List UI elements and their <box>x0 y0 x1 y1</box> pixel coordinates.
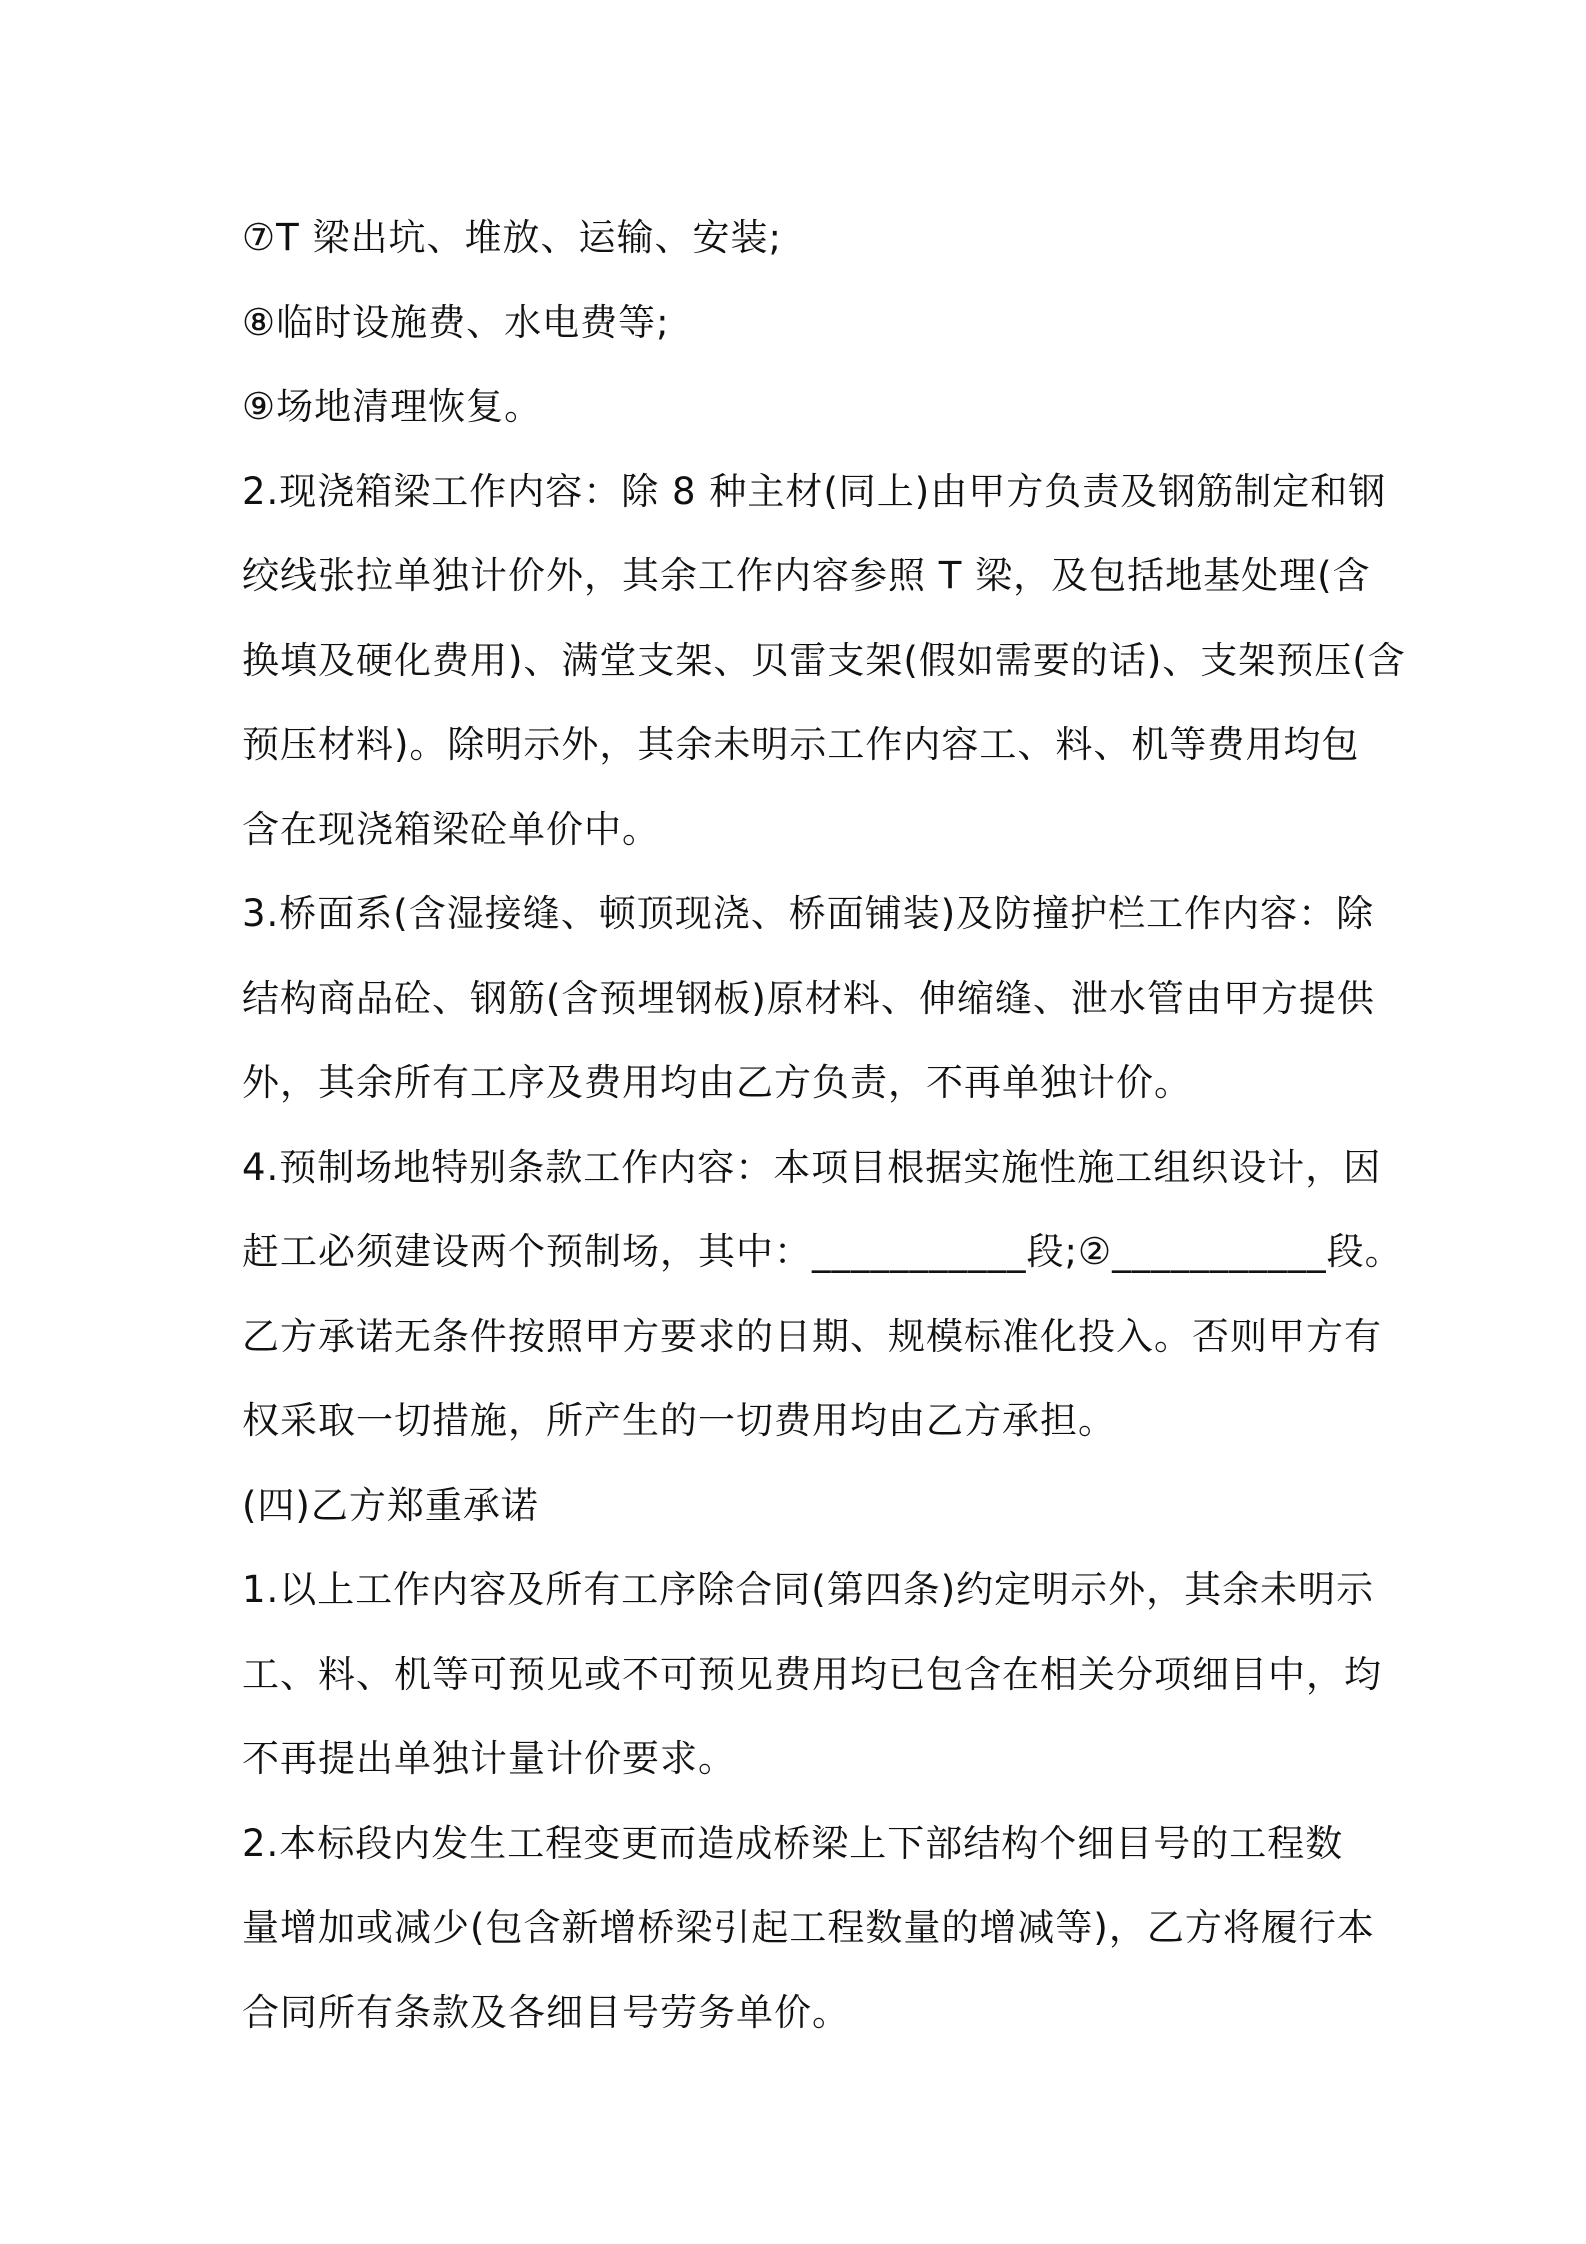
text-line: ⑦T 梁出坑、堆放、运输、安装; <box>242 216 782 259</box>
text-line: 不再提出单独计量计价要求。 <box>242 1737 736 1780</box>
text-line: 含在现浇箱梁砼单价中。 <box>242 807 660 851</box>
text-line: 乙方承诺无条件按照甲方要求的日期、规模标准化投入。否则甲方有 <box>242 1314 1382 1358</box>
section-heading: (四)乙方郑重承诺 <box>242 1483 539 1527</box>
text-line: 绞线张拉单独计价外，其余工作内容参照 T 梁，及包括地基处理(含 <box>242 554 1371 597</box>
text-line: 外，其余所有工序及费用均由乙方负责，不再单独计价。 <box>242 1061 1192 1104</box>
text-line: ⑧临时设施费、水电费等; <box>242 300 670 344</box>
text-line: 工、料、机等可预见或不可预见费用均已包含在相关分项细目中，均 <box>242 1652 1382 1696</box>
document-body <box>242 196 1406 2055</box>
text-line: 2.本标段内发生工程变更而造成桥梁上下部结构个细目号的工程数 <box>242 1821 1344 1865</box>
text-line: 4.预制场地特别条款工作内容：本项目根据实施性施工组织设计，因 <box>242 1145 1382 1189</box>
text-line: ⑨场地清理恢复。 <box>242 385 543 428</box>
text-line: 3.桥面系(含湿接缝、顿顶现浇、桥面铺装)及防撞护栏工作内容：除 <box>242 892 1375 935</box>
text-line: 换填及硬化费用)、满堂支架、贝雷支架(假如需要的话)、支架预压(含 <box>242 638 1406 682</box>
text-line: 权采取一切措施，所产生的一切费用均由乙方承担。 <box>242 1399 1116 1442</box>
text-line: 赶工必须建设两个预制场，其中：___________段;②___________段。 <box>242 1230 1403 1273</box>
text-line: 2.现浇箱梁工作内容：除 8 种主材(同上)由甲方负责及钢筋制定和钢 <box>242 469 1387 513</box>
text-line: 合同所有条款及各细目号劳务单价。 <box>242 1990 850 2034</box>
text-line: 预压材料)。除明示外，其余未明示工作内容工、料、机等费用均包 <box>242 723 1360 766</box>
text-line: 1.以上工作内容及所有工序除合同(第四条)约定明示外，其余未明示 <box>242 1568 1375 1611</box>
text-line: 量增加或减少(包含新增桥梁引起工程数量的增减等)，乙方将履行本 <box>242 1906 1375 1949</box>
text-line: 结构商品砼、钢筋(含预埋钢板)原材料、伸缩缝、泄水管由甲方提供 <box>242 976 1375 1020</box>
